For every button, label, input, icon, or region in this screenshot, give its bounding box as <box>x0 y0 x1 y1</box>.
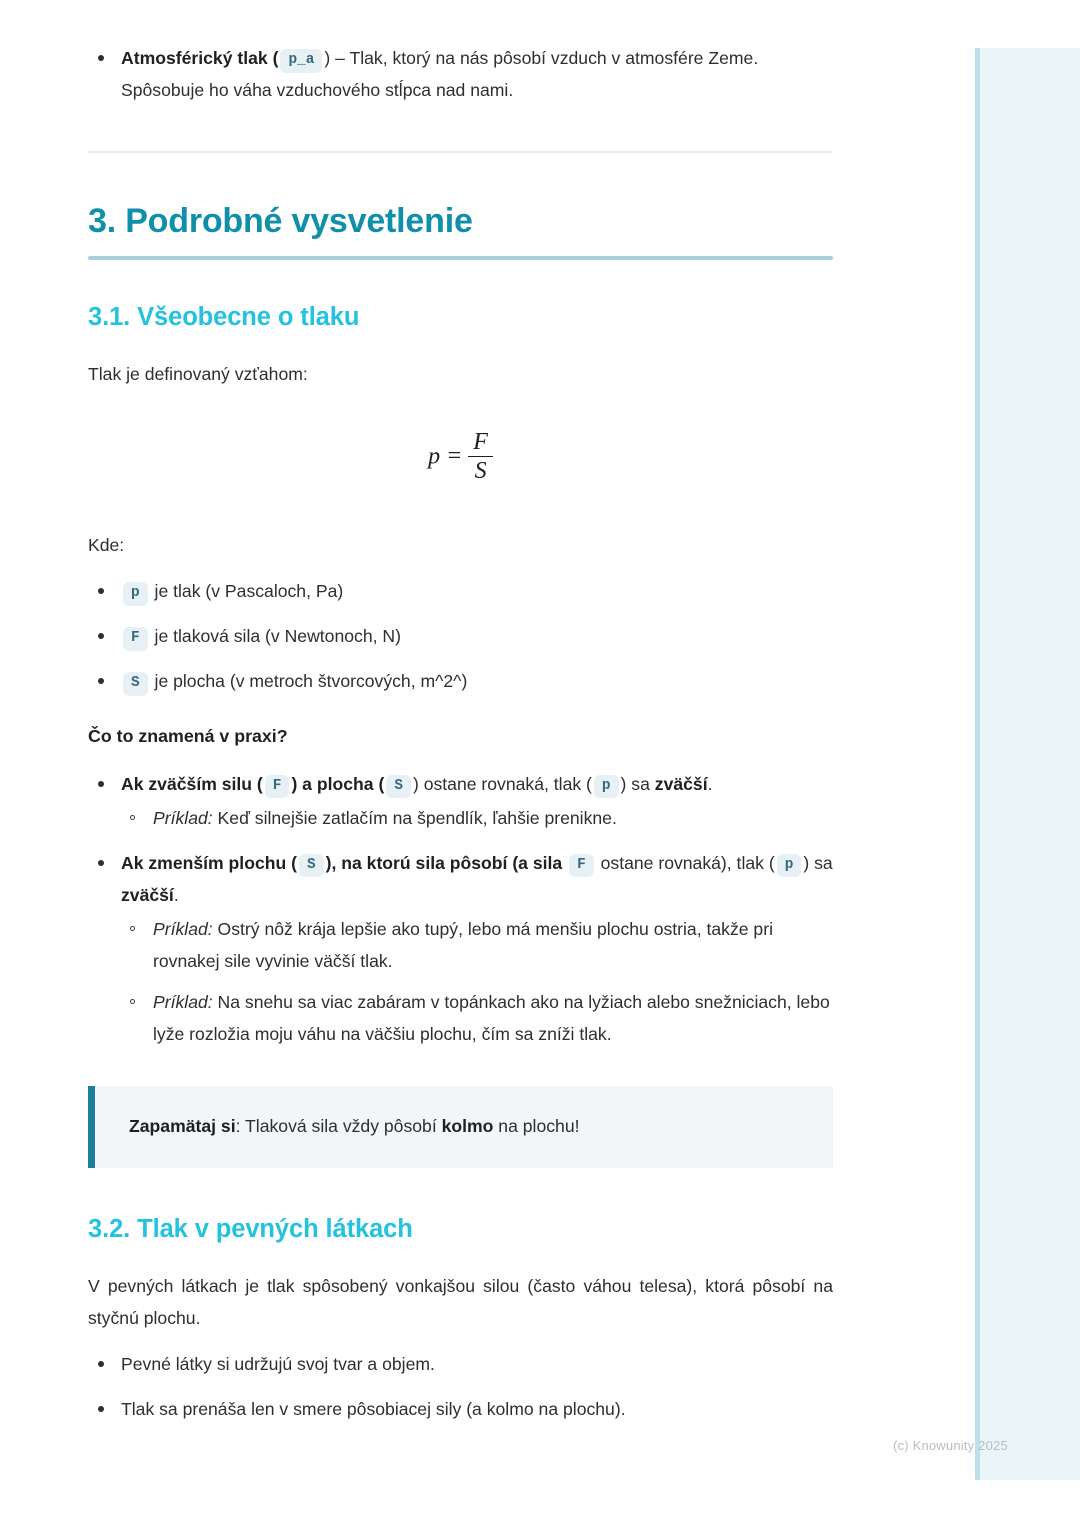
definition-text: je tlaková sila (v Newtonoch, N) <box>154 626 401 647</box>
code-chip-s: S <box>123 672 148 696</box>
example-label: Príklad: <box>153 807 213 828</box>
list-item <box>121 802 833 834</box>
callout-bold-emphasis: kolmo <box>441 1115 494 1136</box>
code-chip-s: S <box>299 854 324 878</box>
pressure-formula <box>428 430 493 483</box>
section-divider <box>88 151 833 153</box>
practice-bold-result: zväčší <box>654 773 708 794</box>
formula-lead-text: Tlak je definovaný vzťahom: <box>88 363 308 384</box>
copyright-watermark: (c) Knowunity 2025 <box>893 1438 1008 1453</box>
list-item <box>121 913 833 977</box>
practice-text-3: ) sa <box>803 852 833 873</box>
definition-text: je plocha (v metroch štvorcových, m^2^) <box>154 671 468 692</box>
formula-block <box>88 430 833 483</box>
subsection-heading-3-1: 3.1. Všeobecne o tlaku <box>88 302 360 331</box>
practice-text-1: ), na ktorú sila pôsobí (a sila <box>325 852 568 873</box>
list-item <box>88 768 833 834</box>
definition-text: je tlak (v Pascaloch, Pa) <box>154 581 344 602</box>
formula-lhs: p <box>428 443 441 470</box>
practice-text-2: ) ostane rovnaká, tlak ( <box>412 773 592 794</box>
intro-bullet-list <box>88 42 833 106</box>
code-chip-f: F <box>265 775 290 799</box>
code-chip-s: S <box>386 775 411 799</box>
list-item <box>88 847 833 1050</box>
solids-bullet-text: Pevné látky si udržujú svoj tvar a objem. <box>121 1353 435 1374</box>
list-item <box>88 42 833 106</box>
list-item <box>88 575 833 607</box>
definitions-list <box>88 575 833 697</box>
callout-bold-lead: Zapamätaj si <box>129 1115 236 1136</box>
practice-text-1: ) a plocha ( <box>291 773 385 794</box>
remember-callout <box>88 1086 833 1168</box>
example-text: Keď silnejšie zatlačím na špendlík, ľahšie prenikne. <box>212 807 617 828</box>
example-list <box>121 913 833 1050</box>
example-text: Na snehu sa viac zabáram v topánkach ako na lyžiach alebo snežniciach, lebo lyže rozložia moju váhu na väčšiu plochu, čím sa zníži tlak. <box>153 991 830 1044</box>
section-heading-underline <box>88 256 833 260</box>
list-item <box>88 1393 833 1425</box>
solids-paragraph: V pevných látkach je tlak spôsobený vonkajšou silou (často váhou telesa), ktorá pôsobí na styčnú plochu. <box>88 1275 833 1328</box>
list-item <box>88 620 833 652</box>
code-chip-p: p <box>594 775 619 799</box>
formula-equals: = <box>446 443 463 470</box>
formula-numerator: F <box>473 428 488 455</box>
example-text: Ostrý nôž krája lepšie ako tupý, lebo má menšiu plochu ostria, takže pri rovnakej sile vyvinie väčší tlak. <box>153 918 773 971</box>
practice-text-3: ) sa <box>620 773 655 794</box>
practice-bold-result: zväčší <box>121 884 174 905</box>
subsection-heading-3-2: 3.2. Tlak v pevných látkach <box>88 1214 413 1243</box>
code-chip-f: F <box>123 627 148 651</box>
callout-text-tail: na plochu! <box>493 1115 580 1136</box>
practice-heading: Čo to znamená v praxi? <box>88 726 288 747</box>
practice-text-4: . <box>173 884 179 905</box>
list-item <box>88 1348 833 1380</box>
practice-list <box>88 768 833 1050</box>
practice-text-4: . <box>707 773 713 794</box>
kde-label: Kde: <box>88 535 125 556</box>
atmospheric-pressure-text: ) – Tlak, ktorý na nás pôsobí vzduch v atmosfére Zeme. Spôsobuje ho váha vzduchového stĺpca nad nami. <box>121 48 759 101</box>
practice-text-2: ostane rovnaká), tlak ( <box>595 852 775 873</box>
code-chip-pa: p_a <box>280 49 322 73</box>
code-chip-p: p <box>123 582 148 606</box>
code-chip-f: F <box>569 854 594 878</box>
formula-denominator: S <box>474 458 487 485</box>
atmospheric-pressure-term: Atmosférický tlak ( <box>121 48 279 68</box>
page-title: 3. Podrobné vysvetlenie <box>88 202 473 241</box>
example-label: Príklad: <box>153 991 213 1012</box>
practice-bold-lead: Ak zmenším plochu ( <box>121 852 297 873</box>
callout-text-mid: : Tlaková sila vždy pôsobí <box>235 1115 442 1136</box>
practice-bold-lead: Ak zväčším silu ( <box>121 773 263 794</box>
list-item <box>88 665 833 697</box>
solids-bullet-text: Tlak sa prenáša len v smere pôsobiacej sily (a kolmo na plochu). <box>121 1398 626 1419</box>
document-content <box>88 42 833 1425</box>
example-list <box>121 802 833 834</box>
formula-fraction <box>468 430 493 483</box>
list-item <box>121 986 833 1050</box>
code-chip-p: p <box>777 854 802 878</box>
solids-bullet-list <box>88 1348 833 1425</box>
example-label: Príklad: <box>153 918 213 939</box>
